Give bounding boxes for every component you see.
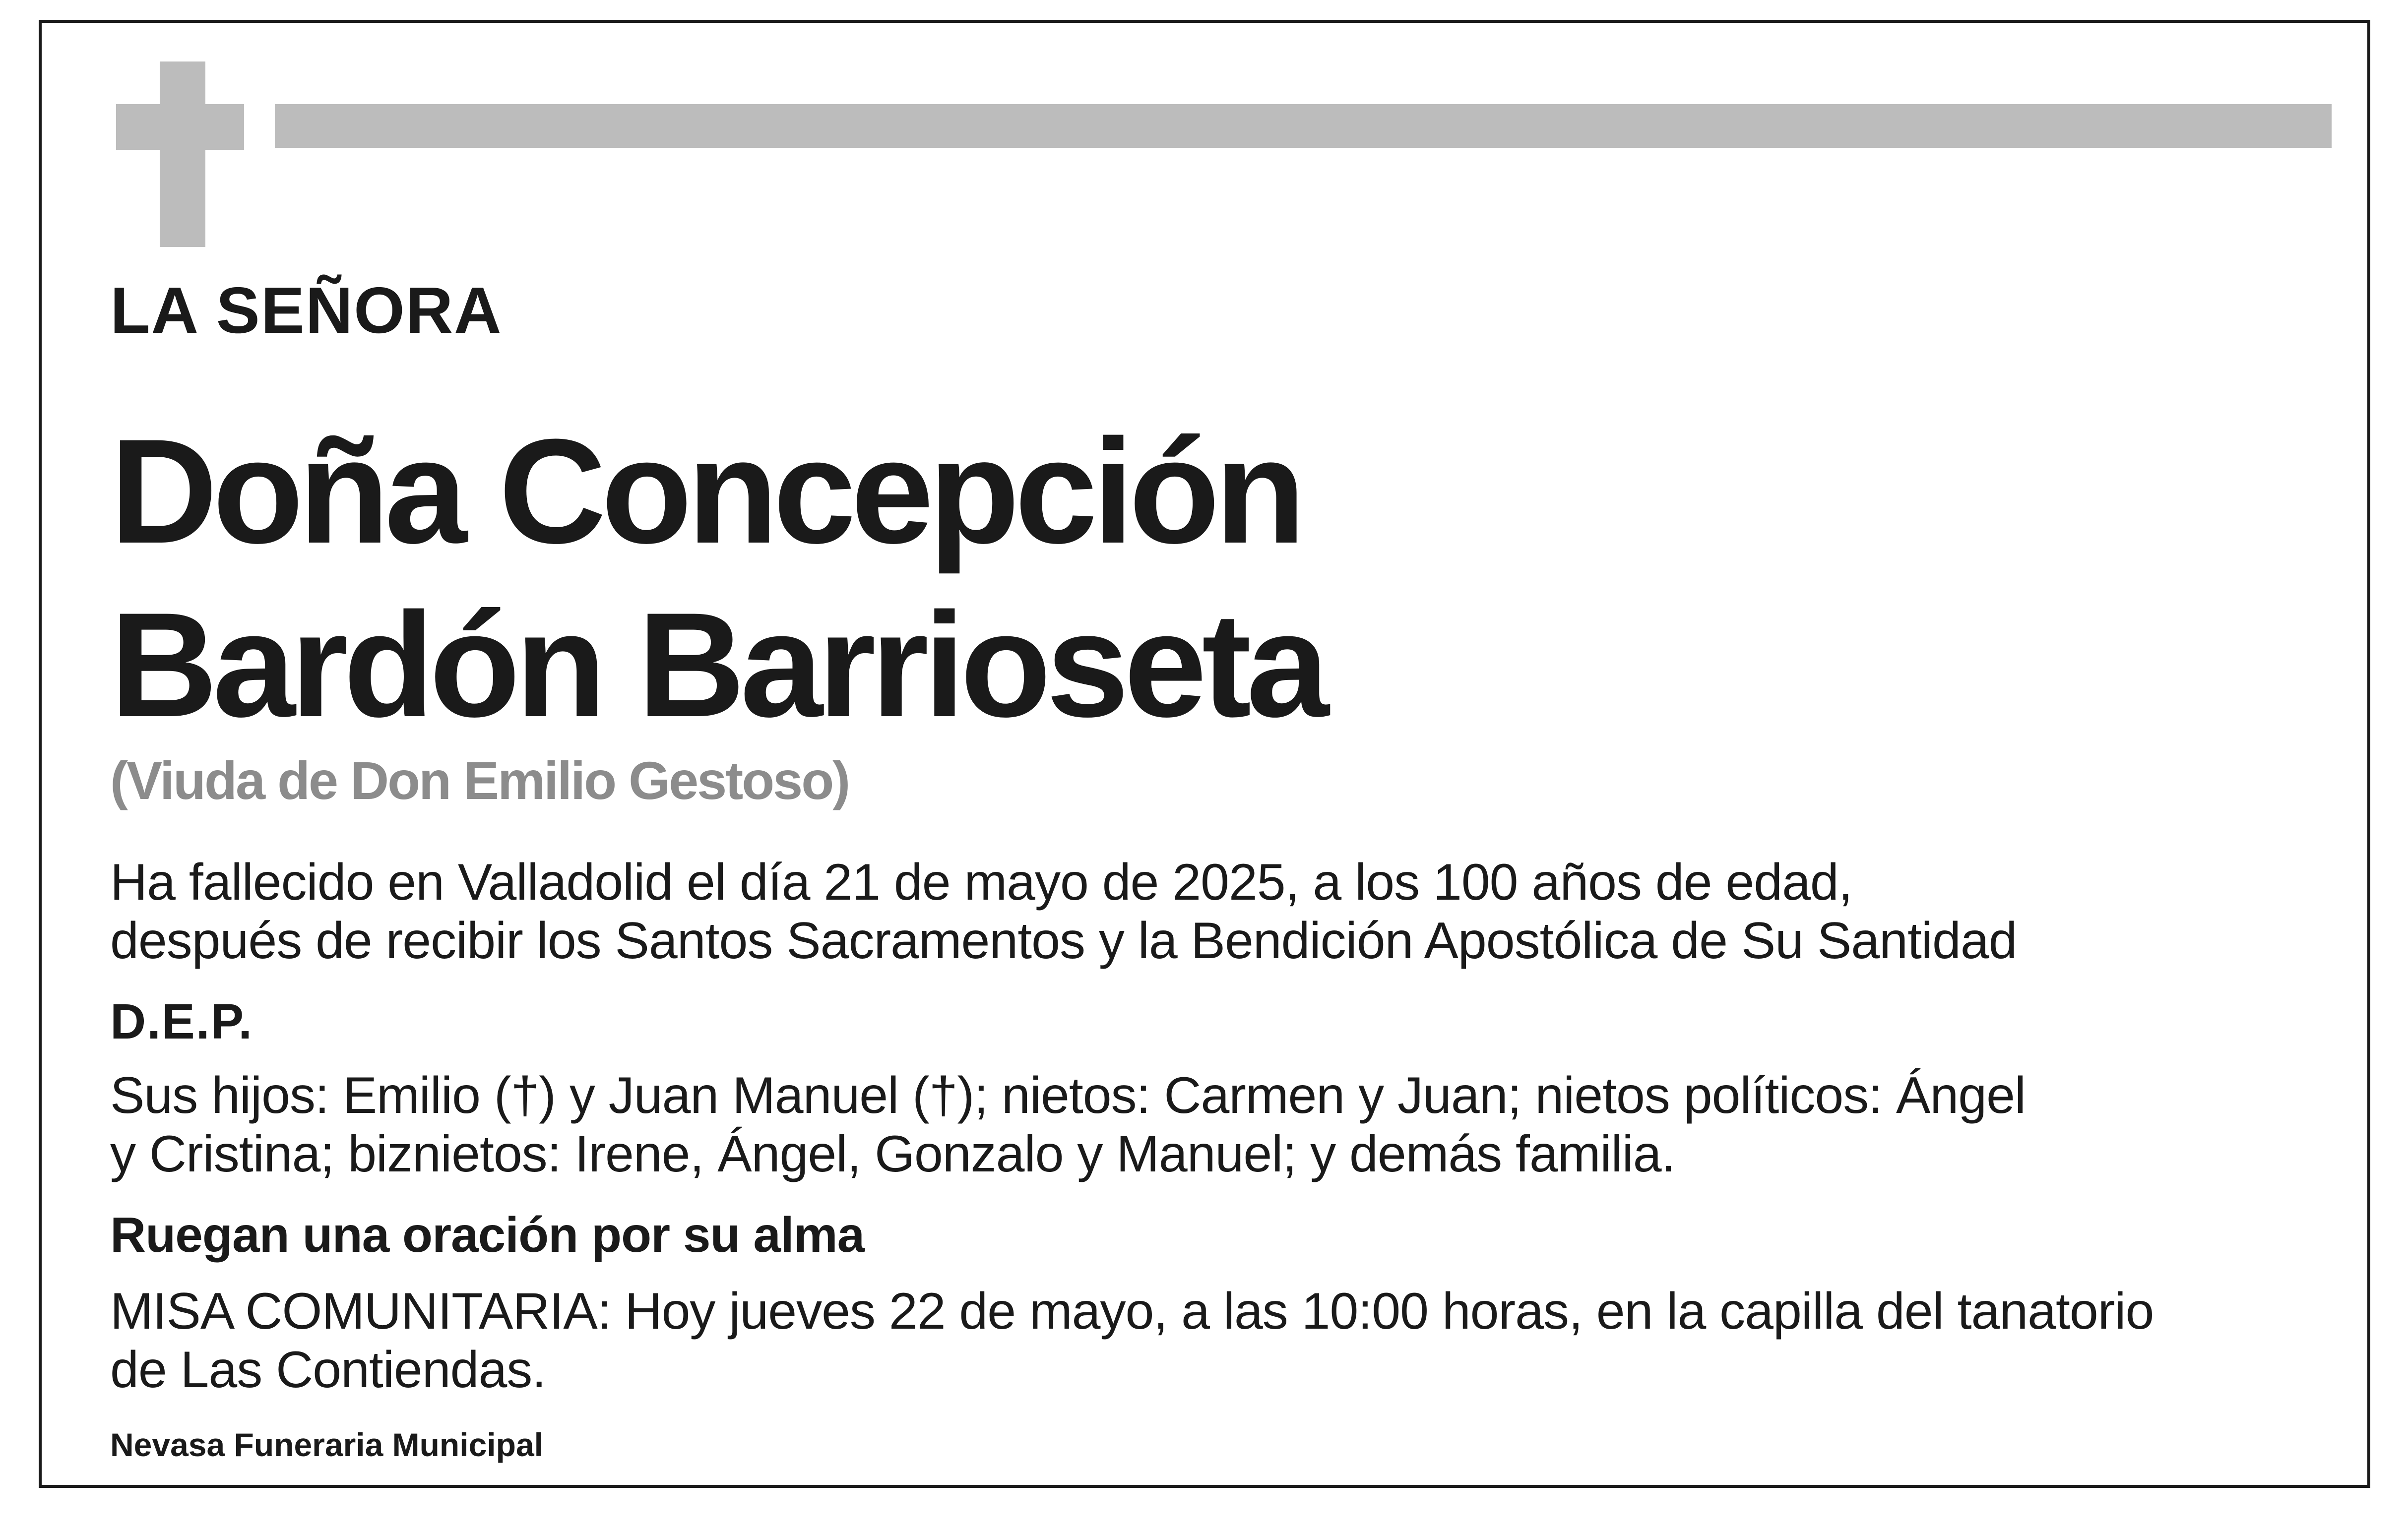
mass-details-line-1: MISA COMUNITARIA: Hoy jueves 22 de mayo, a las 10:00 horas, en la capilla del tanatorio xyxy=(110,1283,2154,1340)
family-list-line-1: Sus hijos: Emilio (†) y Juan Manuel (†); nietos: Carmen y Juan; nietos políticos: Ángel xyxy=(110,1067,2026,1124)
death-announcement-line-1: Ha fallecido en Valladolid el día 21 de mayo de 2025, a los 100 años de edad, xyxy=(110,854,1852,911)
cross-horizontal-bar xyxy=(116,104,244,150)
header-rule xyxy=(275,104,2332,148)
deceased-name-line-1: Doña Concepción xyxy=(110,408,1301,574)
death-announcement xyxy=(110,853,2017,970)
mass-details-line-2: de Las Contiendas. xyxy=(110,1341,546,1399)
death-announcement-line-2: después de recibir los Santos Sacramentos y la Bendición Apostólica de Su Santidad xyxy=(110,912,2017,970)
widow-of: (Viuda de Don Emilio Gestoso) xyxy=(110,750,849,810)
prayer-request: Ruegan una oración por su alma xyxy=(110,1207,865,1263)
mass-details xyxy=(110,1282,2154,1399)
cross-icon xyxy=(116,61,244,247)
honorific: LA SEÑORA xyxy=(110,274,503,347)
family-list-line-2: y Cristina; biznietos: Irene, Ángel, Gonzalo y Manuel; y demás familia. xyxy=(110,1125,1675,1183)
family-list xyxy=(110,1066,2026,1183)
deceased-name xyxy=(110,404,1324,751)
rest-in-peace: D.E.P. xyxy=(110,994,253,1049)
cross-vertical-bar xyxy=(160,61,205,247)
deceased-name-line-2: Bardón Barrioseta xyxy=(110,581,1325,748)
funeral-home: Nevasa Funeraria Municipal xyxy=(110,1426,543,1463)
